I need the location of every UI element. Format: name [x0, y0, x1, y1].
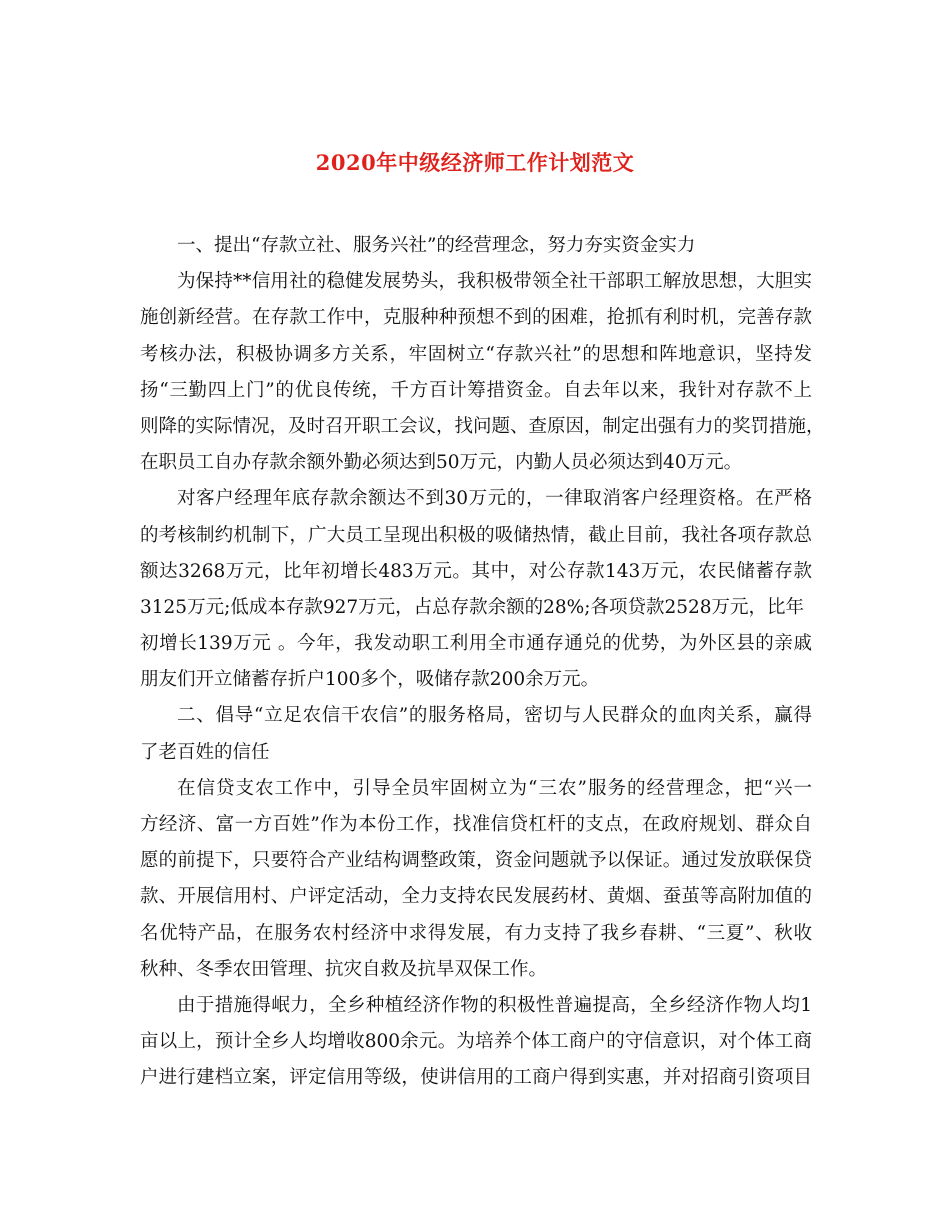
text-line: 户进行建档立案，评定信用等级，使讲信用的工商户得到实惠，并对招商引资项目: [140, 1067, 812, 1089]
text-line: 名优特产品，在服务农村经济中求得发展，有力支持了我乡春耕、“三夏”、秋收: [140, 922, 812, 944]
text-line: 了老百姓的信任: [140, 741, 270, 763]
text-line: 额达3268万元，比年初增长483万元。其中，对公存款143万元，农民储蓄存款: [140, 560, 812, 582]
text-line: 方经济、富一方百姓”作为本份工作，找准信贷杠杆的支点，在政府规划、群众自: [140, 814, 812, 835]
text-line: 扬“三勤四上门”的优良传统，千方百计筹措资金。自去年以来，我针对存款不上: [140, 379, 812, 401]
text-line: 在职员工自办存款余额外勤必须达到50万元，内勤人员必须达到40万元。: [140, 452, 743, 474]
text-line: 亩以上，预计全乡人均增收800余元。为培养个体工商户的守信意识，对个体工商: [140, 1031, 812, 1053]
text-line: 二、倡导“立足农信干农信”的服务格局，密切与人民群众的血肉关系，赢得: [177, 705, 812, 727]
text-line: 3125万元;低成本存款927万元，占总存款余额的28%;各项贷款2528万元，比年: [140, 596, 805, 618]
page-title: 2020年中级经济师工作计划范文: [315, 150, 635, 175]
text-line: 的考核制约机制下，广大员工呈现出积极的吸储热情，截止目前，我社各项存款总: [140, 524, 812, 546]
text-line: 初增长139万元 。今年，我发动职工利用全市通存通兑的优势，为外区县的亲戚: [140, 633, 812, 655]
document-body: [140, 228, 825, 1097]
text-line: 款、开展信用村、户评定活动，全力支持农民发展药材、黄烟、蚕茧等高附加值的: [140, 886, 812, 908]
text-line: 愿的前提下，只要符合产业结构调整政策，资金问题就予以保证。通过发放联保贷: [140, 850, 812, 872]
text-line: 为保持**信用社的稳健发展势头，我积极带领全社干部职工解放思想，大胆实: [177, 271, 812, 293]
text-line: 由于措施得岷力，全乡种植经济作物的积极性普遍提高，全乡经济作物人均1: [177, 994, 812, 1016]
text-line: 朋友们开立储蓄存折户100多个，吸储存款200余万元。: [140, 669, 600, 691]
text-line: 在信贷支农工作中，引导全员牢固树立为“三农”服务的经营理念，把“兴一: [177, 777, 812, 799]
text-line: 施创新经营。在存款工作中，克服种种预想不到的困难，抢抓有利时机，完善存款: [140, 307, 812, 329]
text-line: 则降的实际情况，及时召开职工会议，找问题、查原因，制定出强有力的奖罚措施，: [140, 415, 825, 437]
text-line: 考核办法，积极协调多方关系，牢固树立“存款兴社”的思想和阵地意识，坚持发: [140, 343, 812, 365]
text-line: 一、提出“存款立社、服务兴社”的经营理念，努力夯实资金实力: [177, 235, 696, 256]
text-line: 秋种、冬季农田管理、抗灾自救及抗旱双保工作。: [140, 958, 548, 980]
text-line: 对客户经理年底存款余额达不到30万元的，一律取消客户经理资格。在严格: [177, 488, 812, 510]
